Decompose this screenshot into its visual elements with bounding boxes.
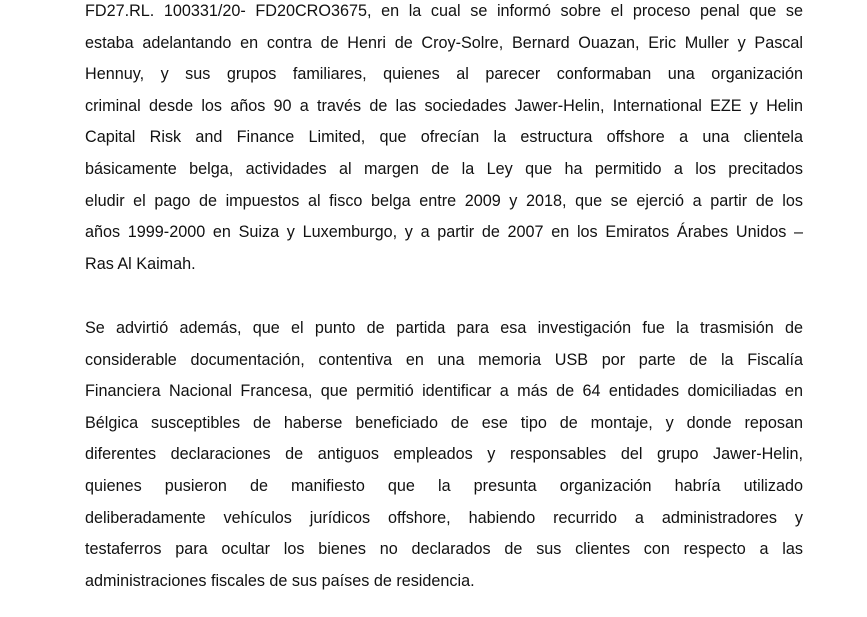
paragraph-line: quienes pusieron de manifiesto que la presunta organización habría utilizado bbox=[85, 476, 803, 495]
paragraph-line: FD27.RL. 100331/20- FD20CRO3675, en la cual se informó sobre el proceso penal que se bbox=[85, 2, 803, 20]
paragraph-line: básicamente belga, actividades al margen de la Ley que ha permitido a los precitados bbox=[85, 159, 803, 178]
paragraph-line: Hennuy, y sus grupos familiares, quienes al parecer conformaban una organización bbox=[85, 65, 803, 84]
paragraph-line: Ras Al Kaimah. bbox=[85, 254, 196, 273]
paragraph-line: estaba adelantando en contra de Henri de Croy-Solre, Bernard Ouazan, Eric Muller y Pascal bbox=[85, 33, 803, 52]
paragraph-line: administraciones fiscales de sus países de residencia. bbox=[85, 571, 475, 590]
paragraph-2 bbox=[85, 313, 803, 597]
paragraph-line: considerable documentación, contentiva en una memoria USB por parte de la Fiscalía bbox=[85, 350, 803, 369]
paragraph-line: deliberadamente vehículos jurídicos offshore, habiendo recurrido a administradores y bbox=[85, 508, 803, 527]
paragraph-line: Capital Risk and Finance Limited, que ofrecían la estructura offshore a una clientela bbox=[85, 128, 803, 147]
paragraph-1 bbox=[85, 0, 803, 280]
paragraph-line: Financiera Nacional Francesa, que permitió identificar a más de 64 entidades domiciliadas en bbox=[85, 382, 803, 401]
paragraph-line: testaferros para ocultar los bienes no declarados de sus clientes con respecto a las bbox=[85, 540, 803, 559]
paragraph-line: criminal desde los años 90 a través de las sociedades Jawer-Helin, International EZE y Helin bbox=[85, 96, 803, 115]
paragraph-line: años 1999-2000 en Suiza y Luxemburgo, y a partir de 2007 en los Emiratos Árabes Unidos – bbox=[85, 223, 803, 242]
paragraph-line: eludir el pago de impuestos al fisco belga entre 2009 y 2018, que se ejerció a partir de los bbox=[85, 191, 803, 210]
paragraph-line: Bélgica susceptibles de haberse beneficiado de ese tipo de montaje, y donde reposan bbox=[85, 413, 803, 432]
paragraph-line: Se advirtió además, que el punto de partida para esa investigación fue la trasmisión de bbox=[85, 319, 803, 337]
paragraph-line: diferentes declaraciones de antiguos empleados y responsables del grupo Jawer-Helin, bbox=[85, 445, 803, 464]
